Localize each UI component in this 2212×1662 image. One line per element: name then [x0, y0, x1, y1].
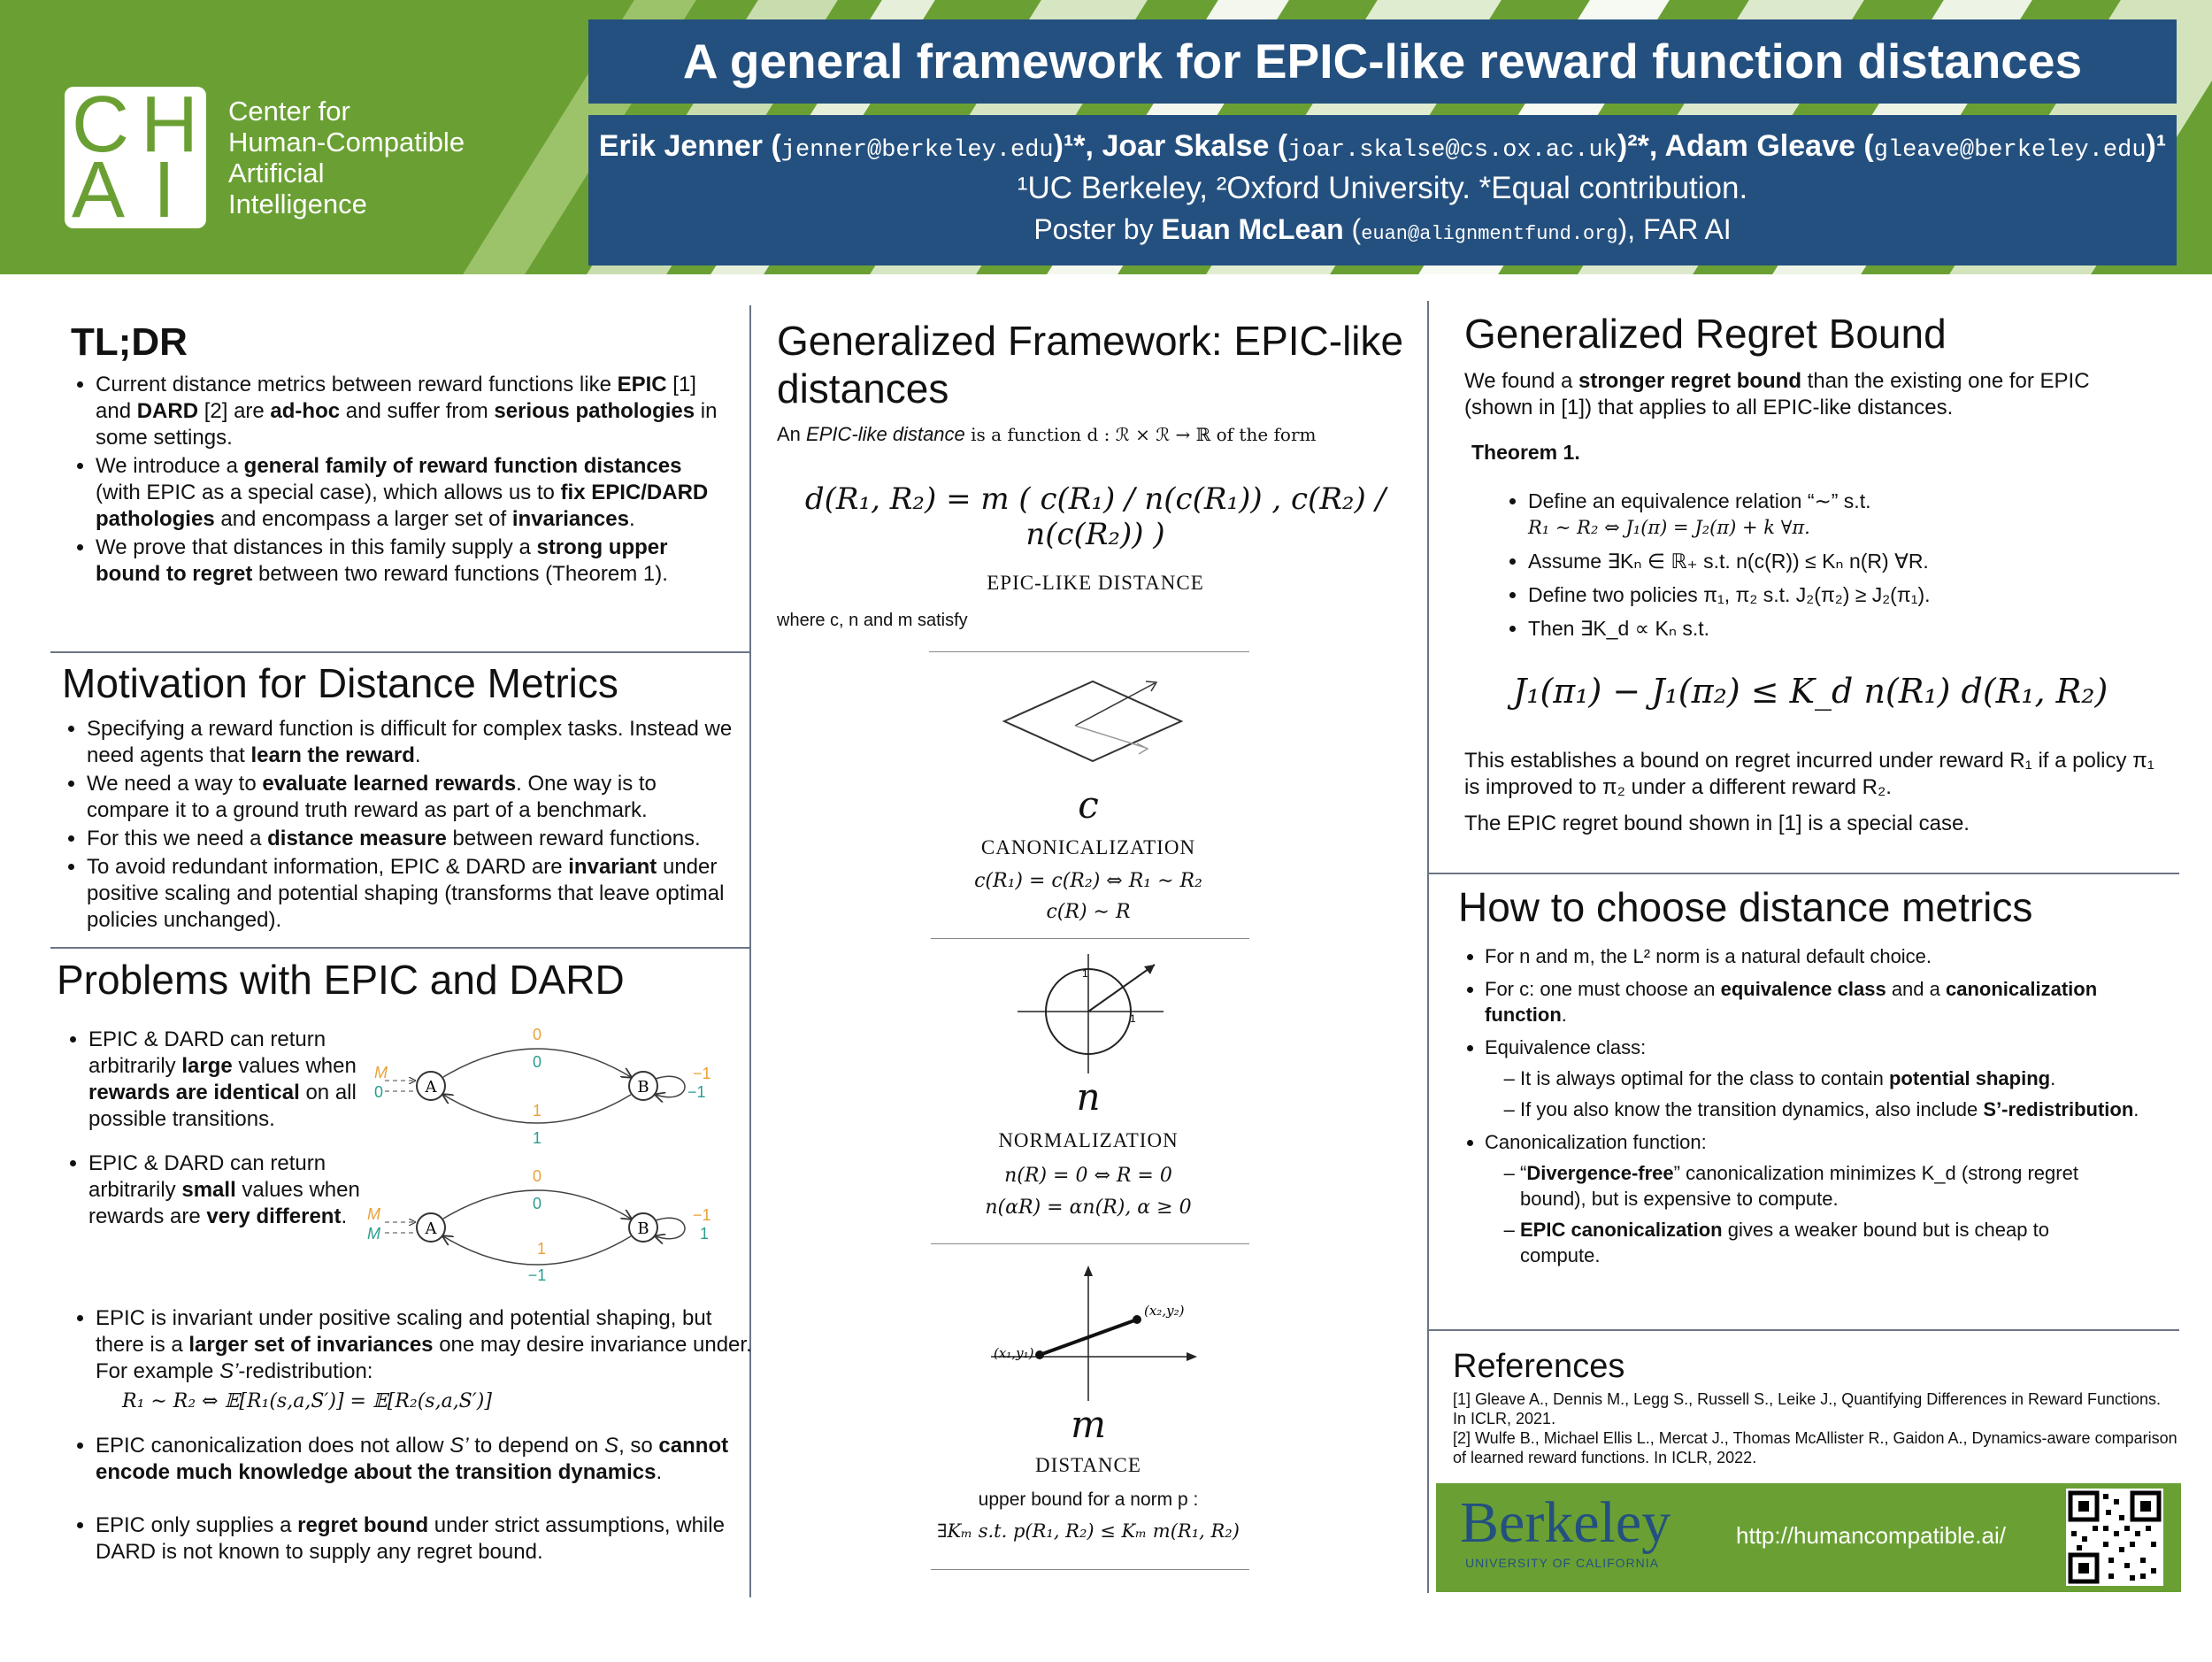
author-email[interactable]: gleave@berkeley.edu [1873, 137, 2147, 164]
section-title: References [1453, 1348, 1625, 1385]
divider [931, 1569, 1249, 1570]
plane-shape [1004, 681, 1181, 761]
column-divider [1427, 301, 1429, 1593]
section-title: Generalized Framework: EPIC-like distances [777, 318, 1404, 412]
motivation-list [62, 716, 739, 934]
canonicalization-diagram [995, 673, 1190, 788]
affiliations: ¹UC Berkeley, ²Oxford University. *Equal contribution. [1017, 171, 1748, 205]
sub-list-item: – “Divergence-free” canonicalization minimizes K_d (strong regret bound), but is expensive to compute. [1520, 1160, 2086, 1212]
regret-explanation: This establishes a bound on regret incurred under reward R₁ if a policy π₁ is improved to π₂ under a different reward R₂. [1464, 749, 2154, 799]
tldr-list [71, 372, 730, 588]
state-label: A [425, 1220, 437, 1238]
logo-letter: C [72, 81, 129, 169]
problems-section [57, 956, 738, 1004]
reward-label: M [374, 1064, 388, 1081]
list-item: • For c: one must choose an equivalence class and a canonicalization function. [1485, 976, 2166, 1027]
qr-code-icon[interactable] [2066, 1489, 2163, 1586]
choose-section [1458, 883, 2166, 1270]
axis-tick: 1 [1082, 967, 1088, 980]
org-line: Center for [228, 96, 350, 127]
list-item: • Then ∃K_d ∝ Kₙ s.t. [1528, 615, 2163, 642]
arrowhead [1146, 681, 1156, 691]
list-item: • EPIC canonicalization does not allow S’ to depend on S, so cannot encode much knowledge about the transition dynamics. [96, 1433, 759, 1486]
org-line: Intelligence [228, 189, 367, 219]
arrowhead [1144, 965, 1155, 974]
framework-intro: An EPIC-like distance is a function d : ℛ × ℛ → ℝ of the form [777, 423, 1317, 445]
list-item: • To avoid redundant information, EPIC & DARD are invariant under positive scaling and potential shaping (transforms that leave optimal policies unchanged). [87, 854, 739, 934]
org-line: Artificial [228, 158, 325, 189]
list-item: • Specifying a reward function is difficult for complex tasks. Instead we need agents that learn the reward. [87, 716, 739, 769]
n-symbol: n [1076, 1075, 1101, 1119]
divider [931, 938, 1249, 939]
author-line: Erik Jenner (jenner@berkeley.edu)¹*, Joar Skalse (joar.skalse@cs.ox.ac.uk)²*, Adam Gleave (gleave@berkeley.edu)¹ [598, 129, 2167, 164]
epic-like-formula: d(R₁, R₂) = m ( c(R₁) / n(c(R₁)) , c(R₂) / n(c(R₂)) ) [804, 481, 1386, 552]
reward-label: −1 [687, 1083, 706, 1101]
theorem-label: Theorem 1. [1471, 441, 1580, 464]
point-label: (x₁,y₁) [994, 1345, 1034, 1361]
list-item: • For n and m, the L² norm is a natural default choice. [1485, 943, 2166, 969]
list-item: • We prove that distances in this family supply a strong upper bound to regret between two reward functions (Theorem 1). [96, 535, 730, 588]
motivation-section [62, 659, 739, 935]
n-property: n(αR) = αn(R), α ≥ 0 [985, 1196, 1192, 1219]
reference-item: [1] Gleave A., Dennis M., Legg S., Russell S., Leike J., Quantifying Differences in Reward Functions. In ICLR, 2021. [1453, 1390, 2162, 1427]
references-section [1453, 1348, 2178, 1467]
reward-label: M [367, 1205, 380, 1223]
list-item: • For this we need a distance measure between reward functions. [87, 826, 739, 852]
equivalence-definition: R₁ ∼ R₂ ⇔ J₁(π) = J₂(π) + k ∀π. [1528, 517, 1810, 538]
regret-intro: We found a stronger regret bound than the existing one for EPIC (shown in [1]) that applies to all EPIC-like distances. [1464, 369, 2090, 419]
reward-label: 0 [532, 1053, 542, 1071]
list-item: • Current distance metrics between reward functions like EPIC [1] and DARD [2] are ad-hoc and suffer from serious pathologies in some settings. [96, 372, 730, 451]
arrowhead [1187, 1352, 1197, 1361]
section-divider [1427, 1329, 2179, 1331]
point-marker [1133, 1315, 1141, 1324]
list-item: • Canonicalization function: – “Divergence-free” canonicalization minimizes K_d (strong regret bound), but is expensive to compute. – EPIC canonicalization gives a weaker bound but is cheap to compute. [1485, 1129, 2166, 1268]
sub-list-item: – EPIC canonicalization gives a weaker bound but is cheap to compute. [1520, 1217, 2086, 1268]
distance-diagram [987, 1264, 1199, 1405]
state-label: B [637, 1078, 649, 1096]
point-marker [1035, 1350, 1044, 1359]
sub-list [1485, 1066, 2166, 1122]
author-block [588, 115, 2177, 265]
mdp-diagram-small [358, 1164, 721, 1297]
state-label: B [637, 1220, 649, 1238]
reward-label: 1 [536, 1240, 547, 1258]
m-symbol: m [1071, 1403, 1106, 1446]
choose-list [1458, 943, 2166, 1268]
sub-list [1485, 1160, 2086, 1268]
reward-label: M [367, 1225, 380, 1243]
tldr-section [71, 320, 730, 589]
list-item: • Define two policies π₁, π₂ s.t. J₂(π₂) ≥ J₂(π₁). [1528, 581, 2163, 608]
n-caption: NORMALIZATION [998, 1129, 1179, 1151]
section-divider [1427, 873, 2179, 874]
sub-list-item: – It is always optimal for the class to contain potential shaping. [1520, 1066, 2166, 1091]
berkeley-logo: Berkeley [1460, 1490, 1671, 1555]
problems-list-top [62, 1027, 372, 1232]
problems-list-bottom [69, 1305, 759, 1567]
author-email[interactable]: jenner@berkeley.edu [780, 137, 1054, 164]
reward-label: 0 [532, 1026, 542, 1043]
author-name: Erik Jenner [598, 129, 763, 163]
vector-line [1088, 965, 1155, 1012]
self-loop [656, 1076, 685, 1096]
poster-credit: Poster by Euan McLean (euan@alignmentfund.org), FAR AI [1033, 213, 1732, 245]
formula-caption: EPIC-LIKE DISTANCE [987, 572, 1204, 594]
author-email[interactable]: joar.skalse@cs.ox.ac.uk [1287, 137, 1617, 164]
list-item: • Equivalence class: – It is always optimal for the class to contain potential shaping. – If you also know the transition dynamics, also include S’-redistribution. [1485, 1035, 2166, 1122]
divider [931, 1243, 1249, 1244]
regret-special-case: The EPIC regret bound shown in [1] is a special case. [1464, 812, 1970, 835]
reward-label: 0 [374, 1083, 384, 1101]
reward-label: 0 [532, 1167, 542, 1185]
chai-logo [65, 81, 206, 235]
arrowhead [1084, 1266, 1093, 1276]
reward-label: 1 [532, 1102, 542, 1120]
c-property: c(R) ∼ R [1046, 901, 1131, 923]
logo-letter: A [72, 146, 126, 235]
reward-label: 1 [700, 1225, 710, 1243]
reward-label: 1 [532, 1129, 542, 1147]
section-divider [50, 651, 749, 653]
where-text: where c, n and m satisfy [777, 611, 968, 630]
state-label: A [425, 1078, 437, 1096]
org-line: Human-Compatible [228, 127, 465, 158]
mdp-diagram-large [358, 1022, 721, 1155]
logo-letter: I [153, 146, 176, 235]
normalization-diagram [1013, 954, 1172, 1078]
list-item: • We need a way to evaluate learned rewards. One way is to compare it to a ground truth reward as part of a benchmark. [87, 771, 739, 824]
m-property: upper bound for a norm p : [978, 1489, 1199, 1510]
framework-section [777, 317, 1414, 631]
m-caption: DISTANCE [1035, 1454, 1141, 1476]
section-title: How to choose distance metrics [1458, 884, 2033, 930]
author-name: Adam Gleave [1664, 129, 1855, 163]
section-divider [50, 947, 749, 949]
berkeley-subtitle: UNIVERSITY OF CALIFORNIA [1465, 1556, 1659, 1570]
list-item: • Define an equivalence relation “∼” s.t. R₁ ∼ R₂ ⇔ J₁(π) = J₂(π) + k ∀π. [1528, 488, 2163, 541]
reward-label: −1 [527, 1266, 547, 1284]
c-property: c(R₁) = c(R₂) ⇔ R₁ ∼ R₂ [974, 870, 1202, 892]
list-item: • We introduce a general family of reward function distances (with EPIC as a special case), which allows us to fix EPIC/DARD pathologies and encompass a larger set of invariances. [96, 453, 730, 533]
list-item: • EPIC & DARD can return arbitrarily large values when rewards are identical on all possible transitions. [88, 1027, 372, 1133]
projection-line [1075, 726, 1146, 748]
logo-letter: H [141, 81, 198, 169]
list-item: • EPIC is invariant under positive scaling and potential shaping, but there is a larger set of invariances one may desire invariance under. For example S’-redistribution: R₁ ∼ R₂ ⇔ 𝔼[R₁(s,a,S′)] = 𝔼[R₂(s,a,S′)] [96, 1305, 759, 1415]
list-item: • EPIC only supplies a regret bound under strict assumptions, while DARD is not known to supply any regret bound. [96, 1512, 759, 1566]
website-link[interactable]: http://humancompatible.ai/ [1736, 1522, 2006, 1549]
regret-section [1464, 310, 2163, 836]
reward-label: 0 [532, 1195, 542, 1212]
divider [929, 651, 1249, 652]
c-caption: CANONICALIZATION [980, 836, 1196, 858]
author-name: Joar Skalse [1102, 129, 1270, 163]
n-property: n(R) = 0 ⇔ R = 0 [1004, 1165, 1172, 1187]
regret-bound-formula: J₁(π₁) − J₁(π₂) ≤ K_d n(R₁) d(R₁, R₂) [1513, 672, 2108, 711]
theorem-list [1489, 488, 2163, 642]
section-title: Problems with EPIC and DARD [57, 957, 625, 1003]
sub-list-item: – If you also know the transition dynamics, also include S’-redistribution. [1520, 1096, 2166, 1122]
point-label: (x₂,y₂) [1144, 1303, 1185, 1319]
reward-label: −1 [693, 1206, 711, 1224]
poster-title: A general framework for EPIC-like reward function distances [588, 19, 2177, 104]
reference-item: [2] Wulfe B., Michael Ellis L., Mercat J., Thomas McAllister R., Gaidon A., Dynamics-aware comparison of learned reward functions. In ICLR, 2022. [1453, 1429, 2177, 1466]
section-title: TL;DR [71, 320, 188, 364]
list-item: • EPIC & DARD can return arbitrarily small values when rewards are very different. [88, 1150, 372, 1230]
section-title: Motivation for Distance Metrics [62, 660, 618, 706]
m-property: ∃Kₘ s.t. p(R₁, R₂) ≤ Kₘ m(R₁, R₂) [937, 1520, 1240, 1542]
chai-org-name [228, 96, 465, 219]
c-symbol: c [1078, 783, 1099, 827]
reward-label: −1 [693, 1065, 711, 1082]
redistribution-formula: R₁ ∼ R₂ ⇔ 𝔼[R₁(s,a,S′)] = 𝔼[R₂(s,a,S′)] [122, 1390, 492, 1412]
poster-email[interactable]: euan@alignmentfund.org [1361, 223, 1618, 245]
axis-tick: 1 [1130, 1012, 1136, 1025]
self-loop [656, 1218, 685, 1238]
section-title: Generalized Regret Bound [1464, 311, 1947, 357]
list-item: • Assume ∃Kₙ ∈ ℝ₊ s.t. n(c(R)) ≤ Kₙ n(R) ∀R. [1528, 548, 2163, 574]
